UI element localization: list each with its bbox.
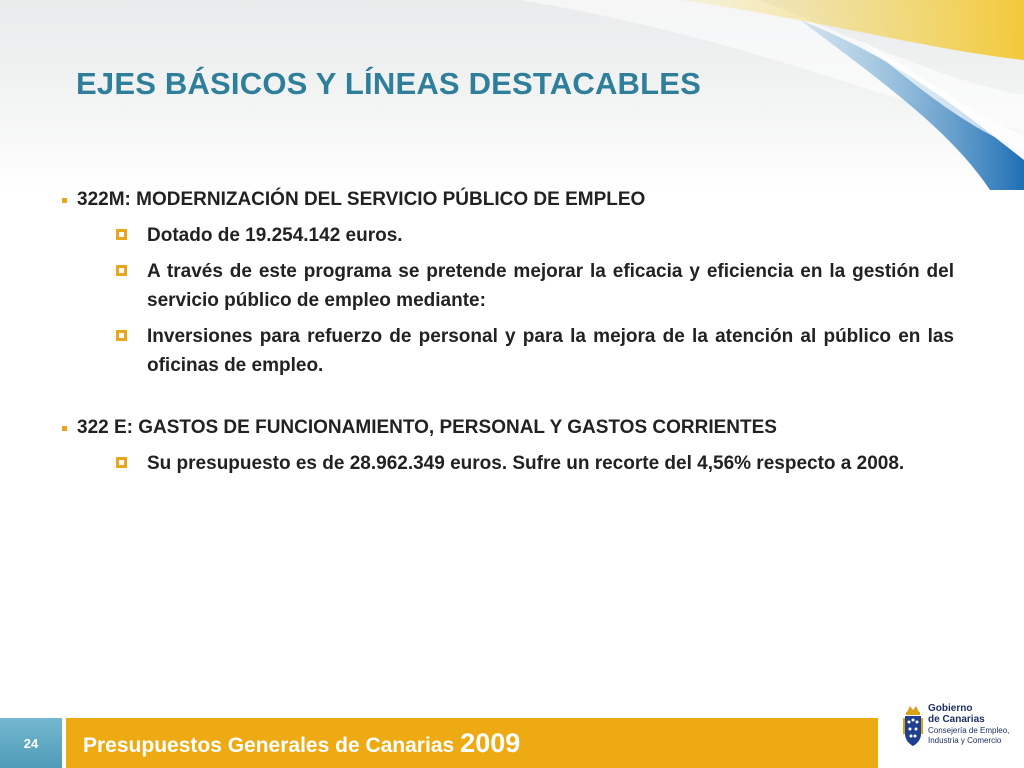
section-heading: 322M: MODERNIZACIÓN DEL SERVICIO PÚBLICO DE EMPLEO (77, 189, 646, 210)
logo-dept-line1: Consejería de Empleo, (928, 726, 1010, 735)
page-number: 24 (23, 735, 39, 751)
section-spacer (62, 380, 954, 414)
logo-name-line2: de Canarias (928, 713, 985, 725)
logo-name-line1: Gobierno (928, 703, 973, 714)
content-body (62, 186, 954, 478)
section-322m (62, 186, 954, 380)
list-item (62, 257, 954, 315)
section-heading-row (62, 186, 954, 214)
hollow-square-bullet-icon (116, 229, 127, 240)
list-item-text: Dotado de 19.254.142 euros. (147, 225, 403, 246)
list-item (62, 322, 954, 380)
hollow-square-bullet-icon (116, 457, 127, 468)
square-bullet-icon (62, 198, 67, 203)
page-number-box (0, 718, 62, 768)
hollow-square-bullet-icon (116, 265, 127, 276)
section-322e (62, 414, 954, 478)
page-title: EJES BÁSICOS Y LÍNEAS DESTACABLES (76, 66, 702, 101)
gobierno-canarias-logo (902, 704, 1022, 766)
footer-year: 2009 (460, 727, 521, 758)
list-item-text: Inversiones para refuerzo de personal y para la mejora de la atención al público en las oficinas de empleo. (147, 326, 954, 376)
coat-of-arms-icon (902, 704, 924, 762)
section-heading: 322 E: GASTOS DE FUNCIONAMIENTO, PERSONAL Y GASTOS CORRIENTES (77, 417, 777, 438)
logo-text (928, 704, 1009, 746)
list-item-text: A través de este programa se pretende mejorar la eficacia y eficiencia en la gestión del servicio público de empleo mediante: (147, 261, 954, 311)
list-item (62, 449, 954, 478)
footer-title-text: Presupuestos Generales de Canarias (83, 733, 455, 757)
list-item-text: Su presupuesto es de 28.962.349 euros. Sufre un recorte del 4,56% respecto a 2008. (147, 453, 905, 474)
footer-title (83, 728, 520, 759)
hollow-square-bullet-icon (116, 330, 127, 341)
square-bullet-icon (62, 426, 67, 431)
section-heading-row (62, 414, 954, 442)
list-item (62, 221, 954, 250)
footer-bar (66, 718, 878, 768)
logo-dept-line2: Industria y Comercio (928, 736, 1002, 746)
